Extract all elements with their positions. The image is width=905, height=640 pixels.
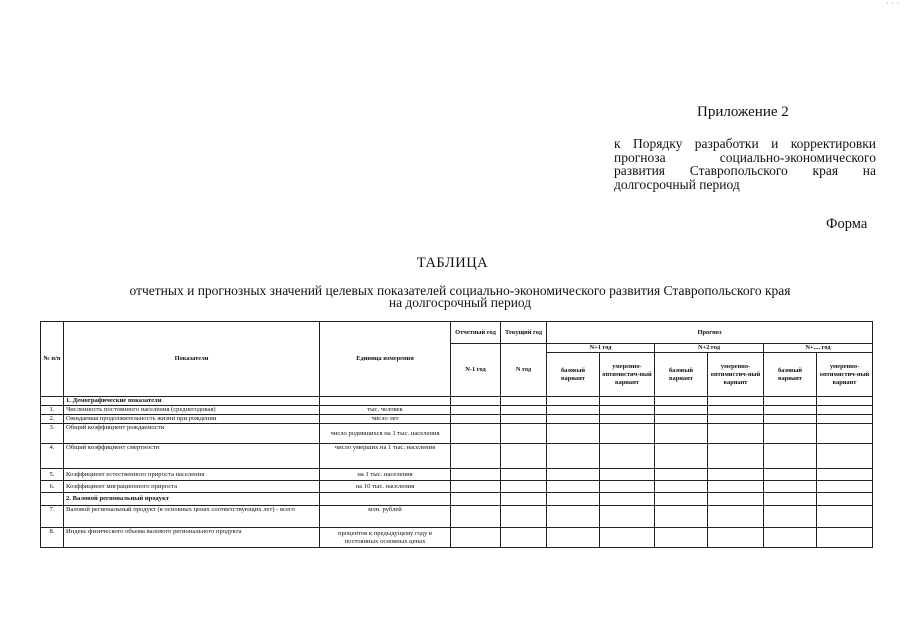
header-base-variant: базовый вариант <box>764 353 817 397</box>
row-unit: млн. рублей <box>320 506 451 528</box>
appendix-body: к Порядку разработки и корректировки прогноза социально-экономического развития Ставропольского края на долгосрочный период <box>614 136 876 192</box>
header-moderate-variant: умеренно-оптимистич-ный вариант <box>600 353 655 397</box>
table-row <box>41 469 873 481</box>
row-num: 6. <box>41 481 64 493</box>
section-title: 2. Валовой региональный продукт <box>64 493 320 506</box>
table-row <box>41 444 873 469</box>
header-num: № п/п <box>41 322 64 397</box>
row-num: 8. <box>41 528 64 548</box>
indicators-table <box>40 321 873 548</box>
row-unit: на 10 тыс. населения <box>320 481 451 493</box>
table-heading: ТАБЛИЦА <box>416 255 489 271</box>
row-name: Общий коэффициент смертности <box>64 444 320 469</box>
row-name: Валовой региональный продукт (в основных ценах соответствующих лет) - всего <box>64 506 320 528</box>
table-row <box>41 415 873 424</box>
header-indicators: Показатели <box>64 322 320 397</box>
header-moderate-variant: умеренно-оптимистич-ный вариант <box>708 353 764 397</box>
header-n-plus-1: N+1 год <box>547 344 655 353</box>
header-base-variant: базовый вариант <box>547 353 600 397</box>
row-unit: на 1 тыс. населения <box>320 469 451 481</box>
row-num: 2. <box>41 415 64 424</box>
row-name: Коэффициент естественного прироста населения <box>64 469 320 481</box>
header-base-variant: базовый вариант <box>655 353 708 397</box>
header-forecast: Прогноз <box>547 322 873 344</box>
section-row <box>41 397 873 406</box>
section-title: 1. Демографические показатели <box>64 397 320 406</box>
row-num: 3. <box>41 424 64 444</box>
header-current-year: Текущий год <box>501 322 547 344</box>
header-n-plus-2: N+2 год <box>655 344 764 353</box>
row-num: 4. <box>41 444 64 469</box>
appendix-title: Приложение 2 <box>697 104 789 120</box>
header-n: N год <box>501 344 547 397</box>
section-row <box>41 493 873 506</box>
header-unit: Единица измерения <box>320 322 451 397</box>
table-subtitle-line2: на долгосрочный период <box>388 295 532 310</box>
row-name: Коэффициент миграционного прироста <box>64 481 320 493</box>
header-moderate-variant: умеренно-оптимистич-ный вариант <box>817 353 873 397</box>
row-unit: число умерших на 1 тыс. населения <box>320 444 451 469</box>
row-name: Индекс физического объема валового регионального продукта <box>64 528 320 548</box>
row-unit: число лет <box>320 415 451 424</box>
table-row <box>41 506 873 528</box>
row-name: Общий коэффициент рождаемости <box>64 424 320 444</box>
table-row <box>41 528 873 548</box>
row-num: 7. <box>41 506 64 528</box>
header-n-minus-1: N-1 год <box>451 344 501 397</box>
row-unit: тыс. человек <box>320 406 451 415</box>
scan-artifact: · · · <box>886 0 900 8</box>
form-label: Форма <box>826 216 868 232</box>
row-unit: процентов к предыдущему году в постоянных основных ценах <box>320 528 451 548</box>
table-subtitle-line1: отчетных и прогнозных значений целевых показателей социально-экономического развития Ставропольского края <box>129 283 791 298</box>
table-row <box>41 481 873 493</box>
table-subtitle <box>80 285 840 309</box>
header-n-plus-k: N+.... год <box>764 344 873 353</box>
row-num: 1. <box>41 406 64 415</box>
table-row <box>41 424 873 444</box>
row-num: 5. <box>41 469 64 481</box>
row-name: Численность постоянного населения (среднегодовая) <box>64 406 320 415</box>
row-name: Ожидаемая продолжительность жизни при рождении <box>64 415 320 424</box>
table-row <box>41 406 873 415</box>
row-unit: число родившихся на 1 тыс. населения <box>320 424 451 444</box>
header-report-year: Отчетный год <box>451 322 501 344</box>
